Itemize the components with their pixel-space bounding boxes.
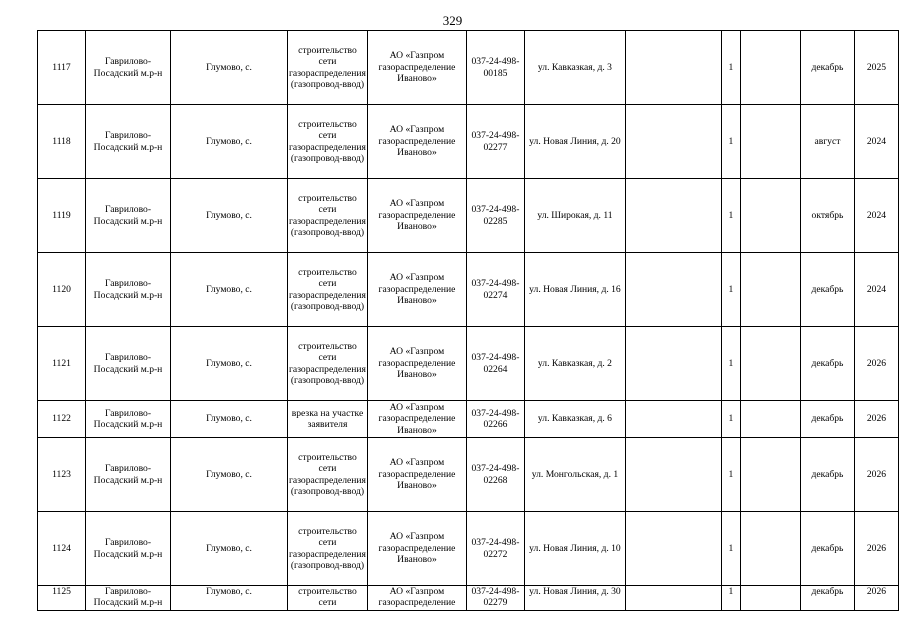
work-type-cell: строительство сети газораспределения (газопровод-ввод) [288, 327, 368, 401]
month-cell: декабрь [800, 401, 854, 438]
work-type-cell: строительство сети газораспределения (газопровод-ввод) [288, 438, 368, 512]
table-row [38, 105, 899, 179]
empty-cell [740, 179, 800, 253]
settlement-cell: Глумово, с. [171, 586, 288, 611]
address-cell: ул. Новая Линия, д. 10 [524, 512, 625, 586]
organization-cell: АО «Газпром газораспределение Иваново» [367, 105, 466, 179]
quantity-cell: 1 [721, 327, 740, 401]
month-cell: декабрь [800, 512, 854, 586]
table-row [38, 327, 899, 401]
settlement-cell: Глумово, с. [171, 105, 288, 179]
organization-cell: АО «Газпром газораспределение Иваново» [367, 179, 466, 253]
work-type-cell: строительство сети газораспределения (газопровод-ввод) [288, 512, 368, 586]
empty-cell [740, 105, 800, 179]
year-cell: 2025 [854, 31, 898, 105]
address-cell: ул. Широкая, д. 11 [524, 179, 625, 253]
district-cell: Гаврилово-Посадский м.р-н [86, 31, 171, 105]
month-cell: декабрь [800, 586, 854, 611]
settlement-cell: Глумово, с. [171, 253, 288, 327]
row-number: 1123 [38, 438, 86, 512]
settlement-cell: Глумово, с. [171, 401, 288, 438]
row-number: 1124 [38, 512, 86, 586]
quantity-cell: 1 [721, 105, 740, 179]
year-cell: 2026 [854, 586, 898, 611]
settlement-cell: Глумово, с. [171, 327, 288, 401]
empty-cell [625, 31, 721, 105]
empty-cell [740, 31, 800, 105]
address-cell: ул. Кавказкая, д. 6 [524, 401, 625, 438]
work-type-cell: строительство сети газораспределения (газопровод-ввод) [288, 31, 368, 105]
organization-cell: АО «Газпром газораспределение [367, 586, 466, 611]
district-cell: Гаврилово-Посадский м.р-н [86, 253, 171, 327]
row-number: 1120 [38, 253, 86, 327]
year-cell: 2024 [854, 253, 898, 327]
address-cell: ул. Кавказкая, д. 2 [524, 327, 625, 401]
year-cell: 2024 [854, 105, 898, 179]
application-code-cell: 037-24-498-02268 [466, 438, 524, 512]
district-cell: Гаврилово-Посадский м.р-н [86, 105, 171, 179]
address-cell: ул. Новая Линия, д. 20 [524, 105, 625, 179]
empty-cell [625, 438, 721, 512]
organization-cell: АО «Газпром газораспределение Иваново» [367, 438, 466, 512]
organization-cell: АО «Газпром газораспределение Иваново» [367, 401, 466, 438]
month-cell: октябрь [800, 179, 854, 253]
empty-cell [625, 512, 721, 586]
empty-cell [740, 401, 800, 438]
organization-cell: АО «Газпром газораспределение Иваново» [367, 327, 466, 401]
settlement-cell: Глумово, с. [171, 31, 288, 105]
table-row [38, 179, 899, 253]
work-type-cell: строительство сети [288, 586, 368, 611]
application-code-cell: 037-24-498-00185 [466, 31, 524, 105]
empty-cell [625, 253, 721, 327]
table-row [38, 253, 899, 327]
settlement-cell: Глумово, с. [171, 512, 288, 586]
year-cell: 2024 [854, 179, 898, 253]
gasification-table [37, 30, 899, 611]
empty-cell [625, 586, 721, 611]
row-number: 1122 [38, 401, 86, 438]
year-cell: 2026 [854, 401, 898, 438]
page-number: 329 [442, 13, 463, 28]
work-type-cell: врезка на участке заявителя [288, 401, 368, 438]
quantity-cell: 1 [721, 253, 740, 327]
quantity-cell: 1 [721, 401, 740, 438]
district-cell: Гаврилово-Посадский м.р-н [86, 401, 171, 438]
quantity-cell: 1 [721, 179, 740, 253]
table-body [38, 31, 899, 611]
organization-cell: АО «Газпром газораспределение Иваново» [367, 253, 466, 327]
table-row [38, 31, 899, 105]
quantity-cell: 1 [721, 586, 740, 611]
empty-cell [740, 253, 800, 327]
application-code-cell: 037-24-498-02279 [466, 586, 524, 611]
application-code-cell: 037-24-498-02277 [466, 105, 524, 179]
month-cell: август [800, 105, 854, 179]
table-row [38, 401, 899, 438]
empty-cell [740, 586, 800, 611]
quantity-cell: 1 [721, 438, 740, 512]
empty-cell [625, 105, 721, 179]
work-type-cell: строительство сети газораспределения (газопровод-ввод) [288, 253, 368, 327]
district-cell: Гаврилово-Посадский м.р-н [86, 327, 171, 401]
organization-cell: АО «Газпром газораспределение Иваново» [367, 512, 466, 586]
month-cell: декабрь [800, 31, 854, 105]
address-cell: ул. Кавказкая, д. 3 [524, 31, 625, 105]
application-code-cell: 037-24-498-02266 [466, 401, 524, 438]
quantity-cell: 1 [721, 512, 740, 586]
year-cell: 2026 [854, 327, 898, 401]
application-code-cell: 037-24-498-02274 [466, 253, 524, 327]
row-number: 1117 [38, 31, 86, 105]
empty-cell [740, 438, 800, 512]
table-row [38, 586, 899, 611]
district-cell: Гаврилово-Посадский м.р-н [86, 512, 171, 586]
empty-cell [740, 512, 800, 586]
month-cell: декабрь [800, 438, 854, 512]
month-cell: декабрь [800, 327, 854, 401]
application-code-cell: 037-24-498-02272 [466, 512, 524, 586]
year-cell: 2026 [854, 512, 898, 586]
row-number: 1125 [38, 586, 86, 611]
district-cell: Гаврилово-Посадский м.р-н [86, 438, 171, 512]
district-cell: Гаврилово-Посадский м.р-н [86, 179, 171, 253]
address-cell: ул. Новая Линия, д. 16 [524, 253, 625, 327]
application-code-cell: 037-24-498-02264 [466, 327, 524, 401]
application-code-cell: 037-24-498-02285 [466, 179, 524, 253]
row-number: 1119 [38, 179, 86, 253]
empty-cell [625, 327, 721, 401]
quantity-cell: 1 [721, 31, 740, 105]
year-cell: 2026 [854, 438, 898, 512]
empty-cell [740, 327, 800, 401]
row-number: 1121 [38, 327, 86, 401]
row-number: 1118 [38, 105, 86, 179]
district-cell: Гаврилово-Посадский м.р-н [86, 586, 171, 611]
work-type-cell: строительство сети газораспределения (газопровод-ввод) [288, 179, 368, 253]
organization-cell: АО «Газпром газораспределение Иваново» [367, 31, 466, 105]
settlement-cell: Глумово, с. [171, 438, 288, 512]
empty-cell [625, 179, 721, 253]
work-type-cell: строительство сети газораспределения (газопровод-ввод) [288, 105, 368, 179]
month-cell: декабрь [800, 253, 854, 327]
table-row [38, 512, 899, 586]
empty-cell [625, 401, 721, 438]
address-cell: ул. Монгольская, д. 1 [524, 438, 625, 512]
address-cell: ул. Новая Линия, д. 30 [524, 586, 625, 611]
settlement-cell: Глумово, с. [171, 179, 288, 253]
table-row [38, 438, 899, 512]
